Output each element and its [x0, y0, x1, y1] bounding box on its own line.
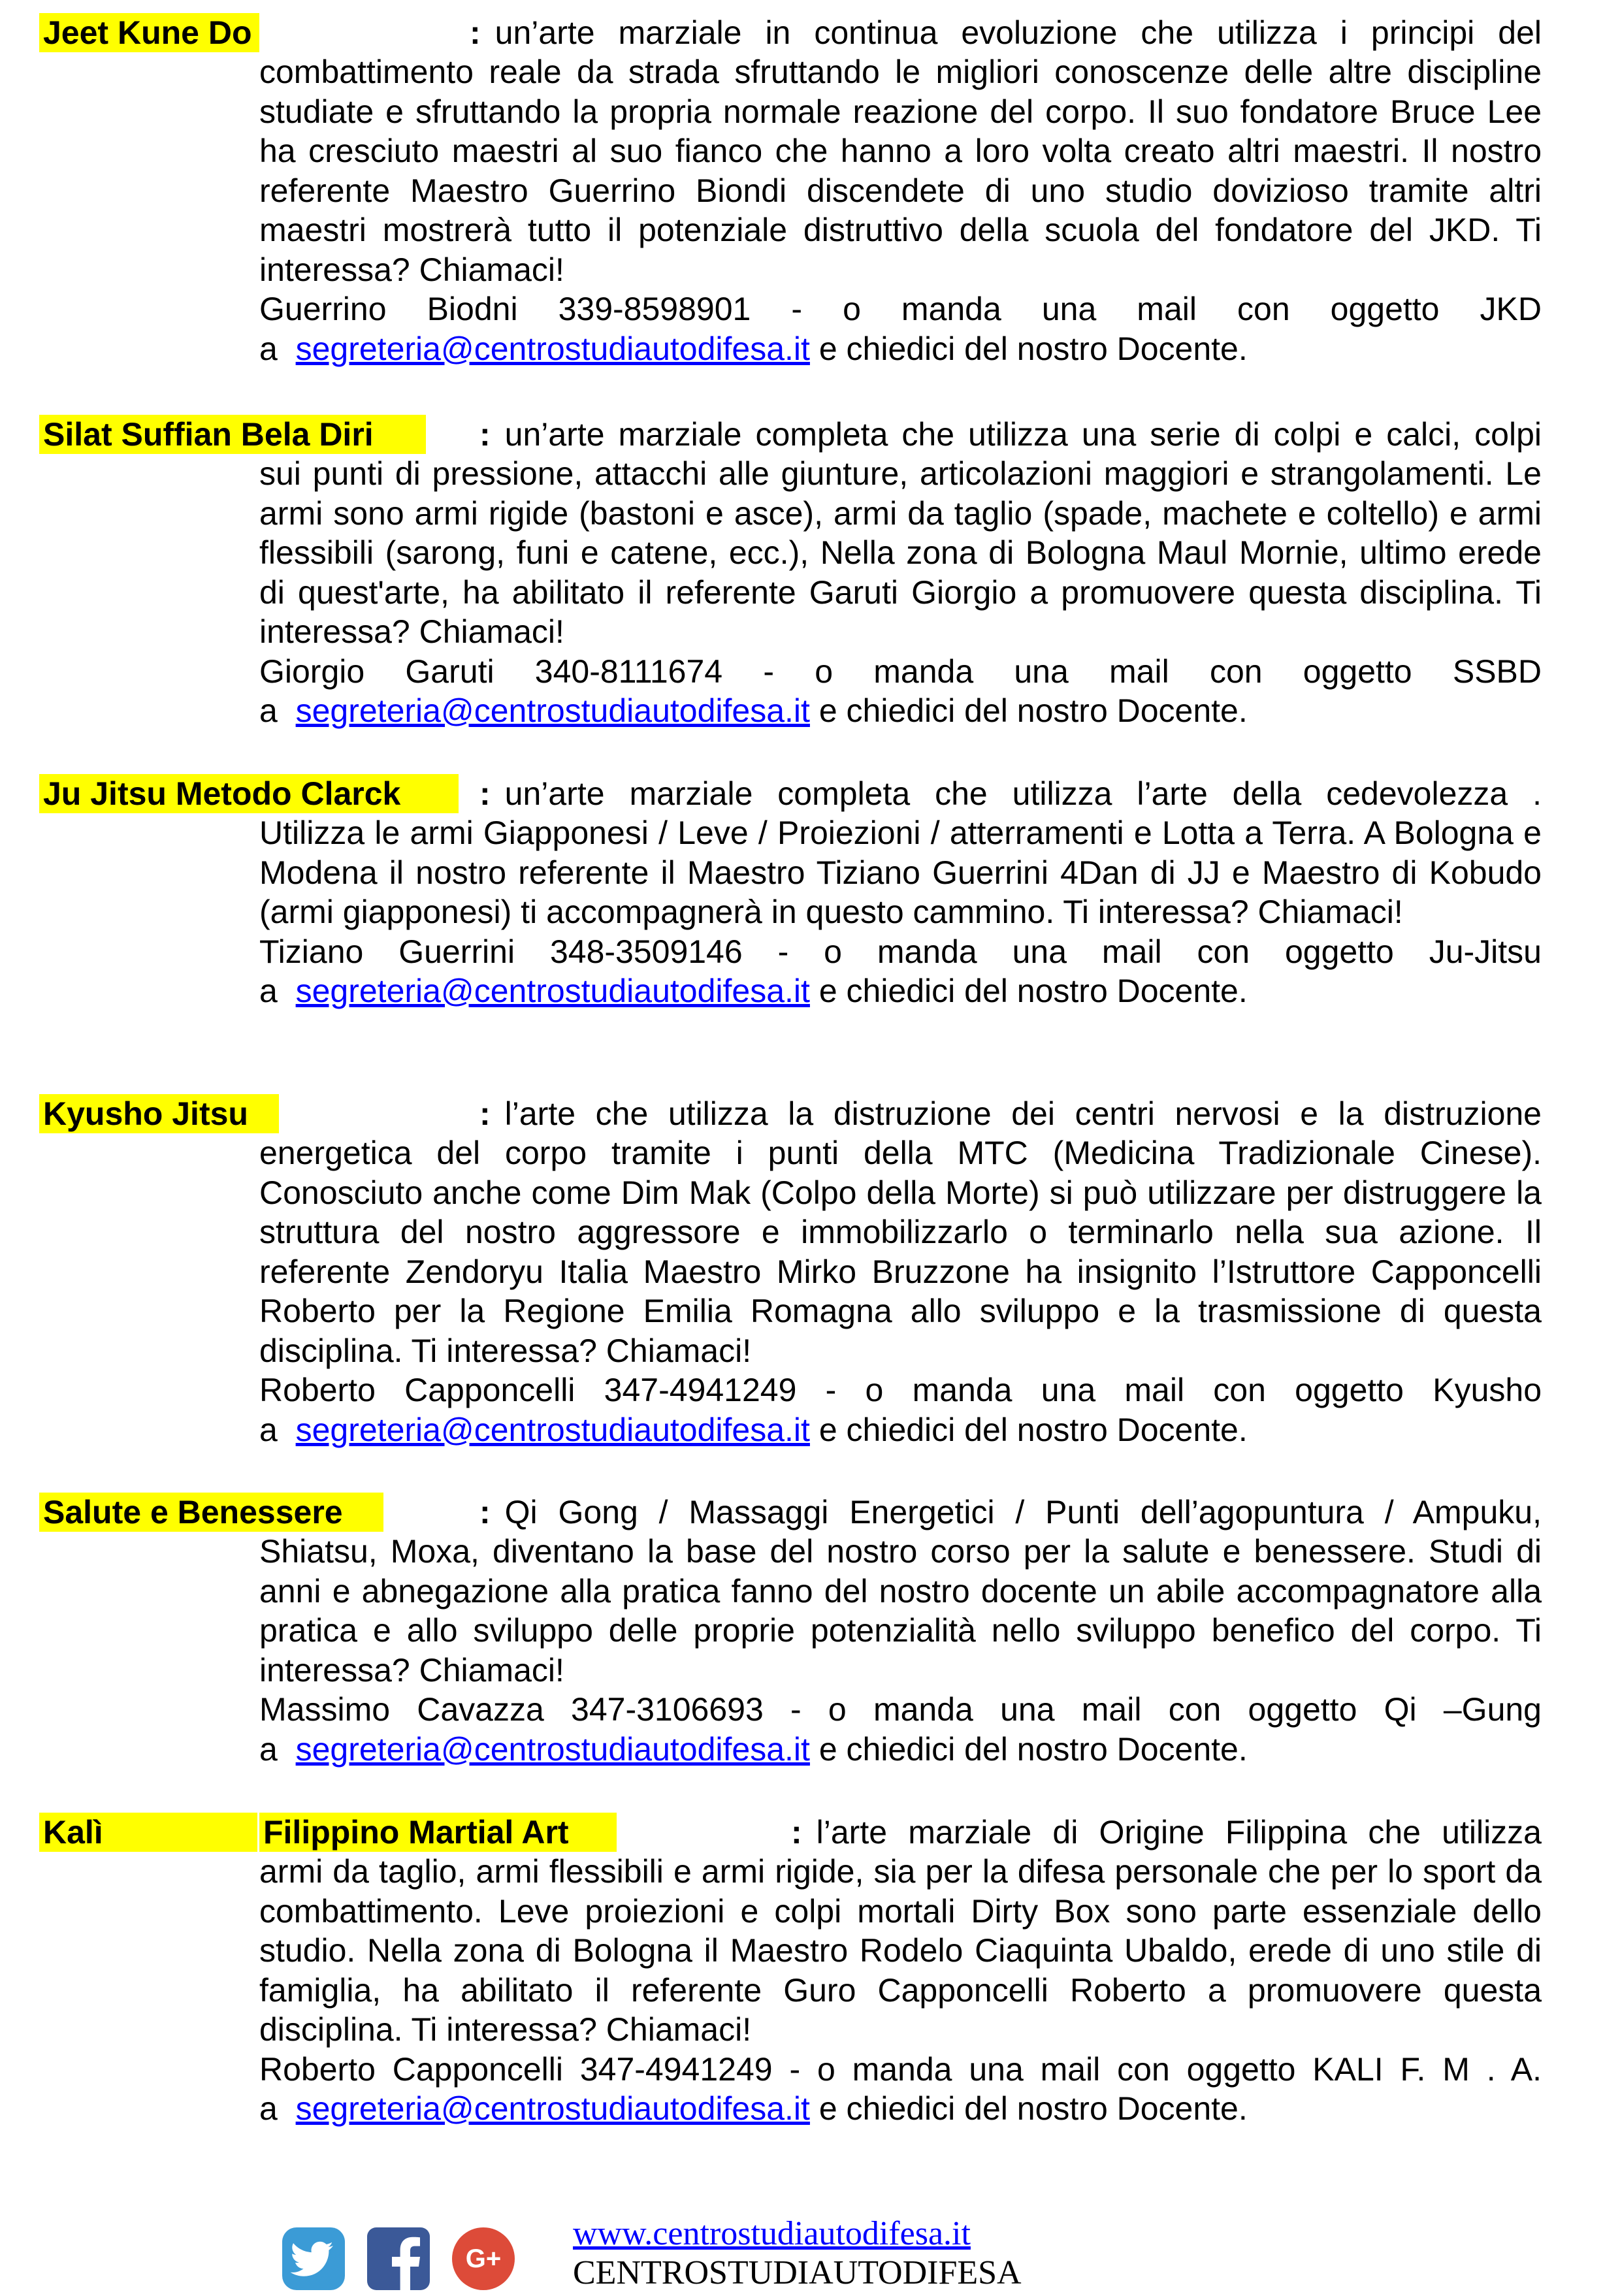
section-silat-suffian-bela-diri — [39, 415, 1542, 731]
section-lead: un’arte marziale completa che utilizza l’arte della cedevolezza . — [504, 775, 1542, 812]
contact-line: Roberto Capponcelli 347-4941249 - o manda una mail con oggetto KALI F. M . A. — [259, 2050, 1542, 2088]
colon: : — [791, 1814, 802, 1851]
section-header — [39, 1493, 1542, 1532]
google-plus-glyph: G+ — [465, 2244, 502, 2273]
mail-prefix: a — [259, 1730, 278, 1768]
section-text: Utilizza le armi Giapponesi / Leve / Proiezioni / atterramenti e Lotta a Terra. A Bologna e Modena il nostro referente il Maestro Tiziano Guerrini 4Dan di JJ e Maestro di Kobudo (armi giapponesi) ti accompagnerà in questo cammino. Ti interessa? Chiamaci! — [259, 815, 1542, 930]
mail-line — [259, 971, 1542, 1011]
section-header — [39, 415, 1542, 454]
footer — [281, 2214, 1130, 2293]
facebook-icon[interactable] — [366, 2226, 431, 2291]
section-body — [259, 813, 1542, 1011]
section-text: Shiatsu, Moxa, diventano la base del nostro corso per la salute e benessere. Studi di anni e abnegazione alla pratica fanno del nostro docente un abile accompagnatore alla pratica e allo sviluppo delle proprie potenzialità nello sviluppo benefico del corpo. Ti interessa? Chiamaci! — [259, 1533, 1542, 1689]
section-title: Salute e Benessere — [39, 1493, 383, 1532]
section-jeet-kune-do — [39, 13, 1542, 368]
contact-line: Roberto Capponcelli 347-4941249 - o manda una mail con oggetto Kyusho — [259, 1372, 1542, 1408]
section-text: armi da taglio, armi flessibili e armi rigide, sia per la difesa personale che per lo sport da combattimento. Leve proiezioni e colpi mortali Dirty Box sono parte essenziale dello studio. Nella zona di Bologna il Maestro Rodelo Ciaquinta Ubaldo, erede di uno stile di famiglia, ha abilitato il referente Guro Capponcelli Roberto a promuovere questa disciplina. Ti interessa? Chiamaci! — [259, 1853, 1542, 2048]
mail-line — [259, 691, 1542, 731]
section-header — [39, 1094, 1542, 1133]
section-header — [39, 1813, 1542, 1852]
section-lead: l’arte che utilizza la distruzione dei centri nervosi e la distruzione — [504, 1095, 1542, 1132]
section-text: sui punti di pressione, attacchi alle giunture, articolazioni maggiori e strangolamenti. Le armi sono armi rigide (bastoni e asce), armi da taglio (spade, machete e coltello) e armi flessibili (sarong, funi e catene, ecc.), Nella zona di Bologna Maul Mornie, ultimo erede di quest'arte, ha abilitato il referente Garuti Giorgio a promuovere questa disciplina. Ti interessa? Chiamaci! — [259, 455, 1542, 650]
contact-line: Giorgio Garuti 340-8111674 - o manda una mail con oggetto SSBD — [259, 653, 1542, 690]
section-salute-e-benessere — [39, 1493, 1542, 1769]
colon: : — [479, 1095, 491, 1132]
email-link[interactable]: segreteria@centrostudiautodifesa.it — [295, 973, 810, 1009]
mail-prefix: a — [259, 692, 278, 729]
section-header — [39, 774, 1542, 813]
mail-prefix: a — [259, 973, 278, 1009]
mail-prefix: a — [259, 2090, 278, 2127]
section-body — [259, 1532, 1542, 1769]
section-text: combattimento reale da strada sfruttando le migliori conoscenze delle altre discipline studiate e sfruttando la propria normale reazione del corpo. Il suo fondatore Bruce Lee ha cresciuto maestri al suo fianco che hanno a loro volta creato altri maestri. Il nostro referente Maestro Guerrino Biondi discendete di uno studio dovizioso tramite altri maestri mostrerà tutto il potenziale distruttivo della scuola del fondatore del JKD. Ti interessa? Chiamaci! — [259, 54, 1542, 288]
mail-suffix: e chiedici del nostro Docente. — [818, 330, 1248, 367]
mail-line — [259, 1410, 1542, 1450]
section-lead: un’arte marziale in continua evoluzione che utilizza i principi del — [494, 14, 1542, 51]
email-link[interactable]: segreteria@centrostudiautodifesa.it — [295, 330, 810, 367]
mail-line — [259, 1730, 1542, 1770]
contact-line: Guerrino Biodni 339-8598901 - o manda una mail con oggetto JKD — [259, 291, 1542, 327]
email-link[interactable]: segreteria@centrostudiautodifesa.it — [295, 692, 810, 729]
email-link[interactable]: segreteria@centrostudiautodifesa.it — [295, 2090, 810, 2127]
footer-name: CENTROSTUDIAUTODIFESA — [573, 2254, 1022, 2291]
google-plus-icon[interactable] — [451, 2226, 516, 2291]
colon: : — [479, 1494, 491, 1530]
contact-line: Tiziano Guerrini 348-3509146 - o manda una mail con oggetto Ju-Jitsu — [259, 933, 1542, 970]
section-title: Kalì — [39, 1813, 257, 1852]
mail-suffix: e chiedici del nostro Docente. — [818, 2090, 1248, 2127]
colon: : — [479, 416, 491, 453]
footer-links — [573, 2214, 1022, 2293]
section-subtitle: Filippino Martial Art — [259, 1813, 617, 1852]
mail-prefix: a — [259, 330, 278, 367]
mail-line — [259, 329, 1542, 369]
email-link[interactable]: segreteria@centrostudiautodifesa.it — [295, 1730, 810, 1768]
section-body — [259, 1852, 1542, 2129]
mail-line — [259, 2089, 1542, 2129]
section-kyusho-jitsu — [39, 1094, 1542, 1449]
section-title: Silat Suffian Bela Diri — [39, 415, 426, 454]
section-lead: l’arte marziale di Origine Filippina che utilizza — [816, 1814, 1542, 1851]
colon: : — [470, 14, 481, 51]
section-body — [259, 52, 1542, 368]
mail-suffix: e chiedici del nostro Docente. — [818, 692, 1248, 729]
section-title: Ju Jitsu Metodo Clarck — [39, 774, 459, 813]
mail-suffix: e chiedici del nostro Docente. — [818, 1730, 1248, 1768]
email-link[interactable]: segreteria@centrostudiautodifesa.it — [295, 1411, 810, 1448]
section-body — [259, 1133, 1542, 1449]
mail-prefix: a — [259, 1411, 278, 1448]
colon: : — [479, 775, 491, 812]
section-lead: Qi Gong / Massaggi Energetici / Punti dell’agopuntura / Ampuku, — [504, 1494, 1542, 1530]
section-ju-jitsu-metodo-clarck — [39, 774, 1542, 1011]
twitter-icon[interactable] — [281, 2226, 346, 2291]
website-link[interactable]: www.centrostudiautodifesa.it — [573, 2215, 971, 2252]
mail-suffix: e chiedici del nostro Docente. — [818, 973, 1248, 1009]
section-lead: un’arte marziale completa che utilizza una serie di colpi e calci, colpi — [504, 416, 1542, 453]
section-body — [259, 454, 1542, 731]
section-title: Jeet Kune Do — [39, 13, 259, 52]
section-header — [39, 13, 1542, 52]
contact-line: Massimo Cavazza 347-3106693 - o manda una mail con oggetto Qi –Gung — [259, 1691, 1542, 1728]
section-title: Kyusho Jitsu — [39, 1094, 279, 1133]
section-text: energetica del corpo tramite i punti della MTC (Medicina Tradizionale Cinese). Conosciuto anche come Dim Mak (Colpo della Morte) si può utilizzare per distruggere la struttura del nostro aggressore e immobilizzarlo o terminarlo nella sua azione. Il referente Zendoryu Italia Maestro Mirko Bruzzone ha insignito l’Istruttore Capponcelli Roberto per la Regione Emilia Romagna allo sviluppo e la trasmissione di questa disciplina. Ti interessa? Chiamaci! — [259, 1135, 1542, 1369]
section-kali — [39, 1813, 1542, 2129]
mail-suffix: e chiedici del nostro Docente. — [818, 1411, 1248, 1448]
